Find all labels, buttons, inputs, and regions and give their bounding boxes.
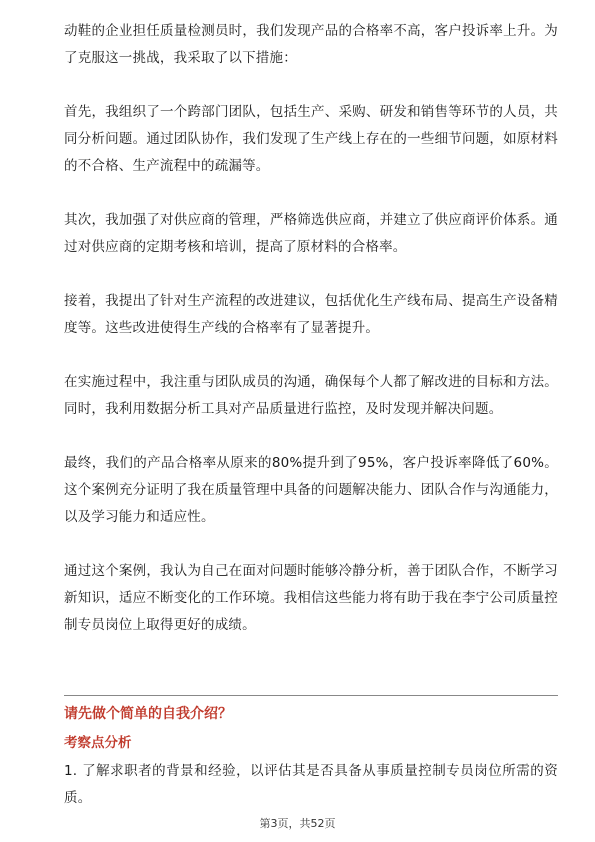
page-number: 第3页，共52页 (259, 817, 336, 830)
answer-body (64, 18, 558, 639)
paragraph-gap (64, 342, 558, 369)
analysis-item-1: 1. 了解求职者的背景和经验，以评估其是否具备从事质量控制专员岗位所需的资质。 (64, 763, 558, 806)
paragraph-gap (64, 180, 558, 207)
paragraph-gap (64, 72, 558, 99)
paragraph-conclusion: 通过这个案例，我认为自己在面对问题时能够冷静分析，善于团队合作，不断学习新知识，适应不断变化的工作环境。我相信这些能力将有助于我在李宁公司质量控制专员岗位上取得更好的成绩。 (64, 563, 558, 633)
analysis-heading: 考察点分析 (64, 735, 132, 751)
paragraph-result: 最终，我们的产品合格率从原来的80%提升到了95%，客户投诉率降低了60%。这个案例充分证明了我在质量管理中具备的问题解决能力、团队合作与沟通能力，以及学习能力和适应性。 (64, 455, 558, 525)
paragraph-communication: 在实施过程中，我注重与团队成员的沟通，确保每个人都了解改进的目标和方法。同时，我利用数据分析工具对产品质量进行监控，及时发现并解决问题。 (64, 374, 558, 417)
paragraph-supplier: 其次，我加强了对供应商的管理，严格筛选供应商，并建立了供应商评价体系。通过对供应商的定期考核和培训，提高了原材料的合格率。 (64, 212, 558, 255)
paragraph-gap (64, 423, 558, 450)
paragraph-gap (64, 261, 558, 288)
question-heading: 请先做个简单的自我介绍？ (64, 706, 232, 722)
paragraph-intro: 动鞋的企业担任质量检测员时，我们发现产品的合格率不高，客户投诉率上升。为了克服这一挑战，我采取了以下措施： (64, 23, 558, 66)
section-divider (64, 695, 558, 696)
paragraph-team: 首先，我组织了一个跨部门团队，包括生产、采购、研发和销售等环节的人员，共同分析问题。通过团队协作，我们发现了生产线上存在的一些细节问题，如原材料的不合格、生产流程中的疏漏等。 (64, 104, 558, 174)
paragraph-gap (64, 531, 558, 558)
paragraph-process: 接着，我提出了针对生产流程的改进建议，包括优化生产线布局、提高生产设备精度等。这些改进使得生产线的合格率有了显著提升。 (64, 293, 558, 336)
